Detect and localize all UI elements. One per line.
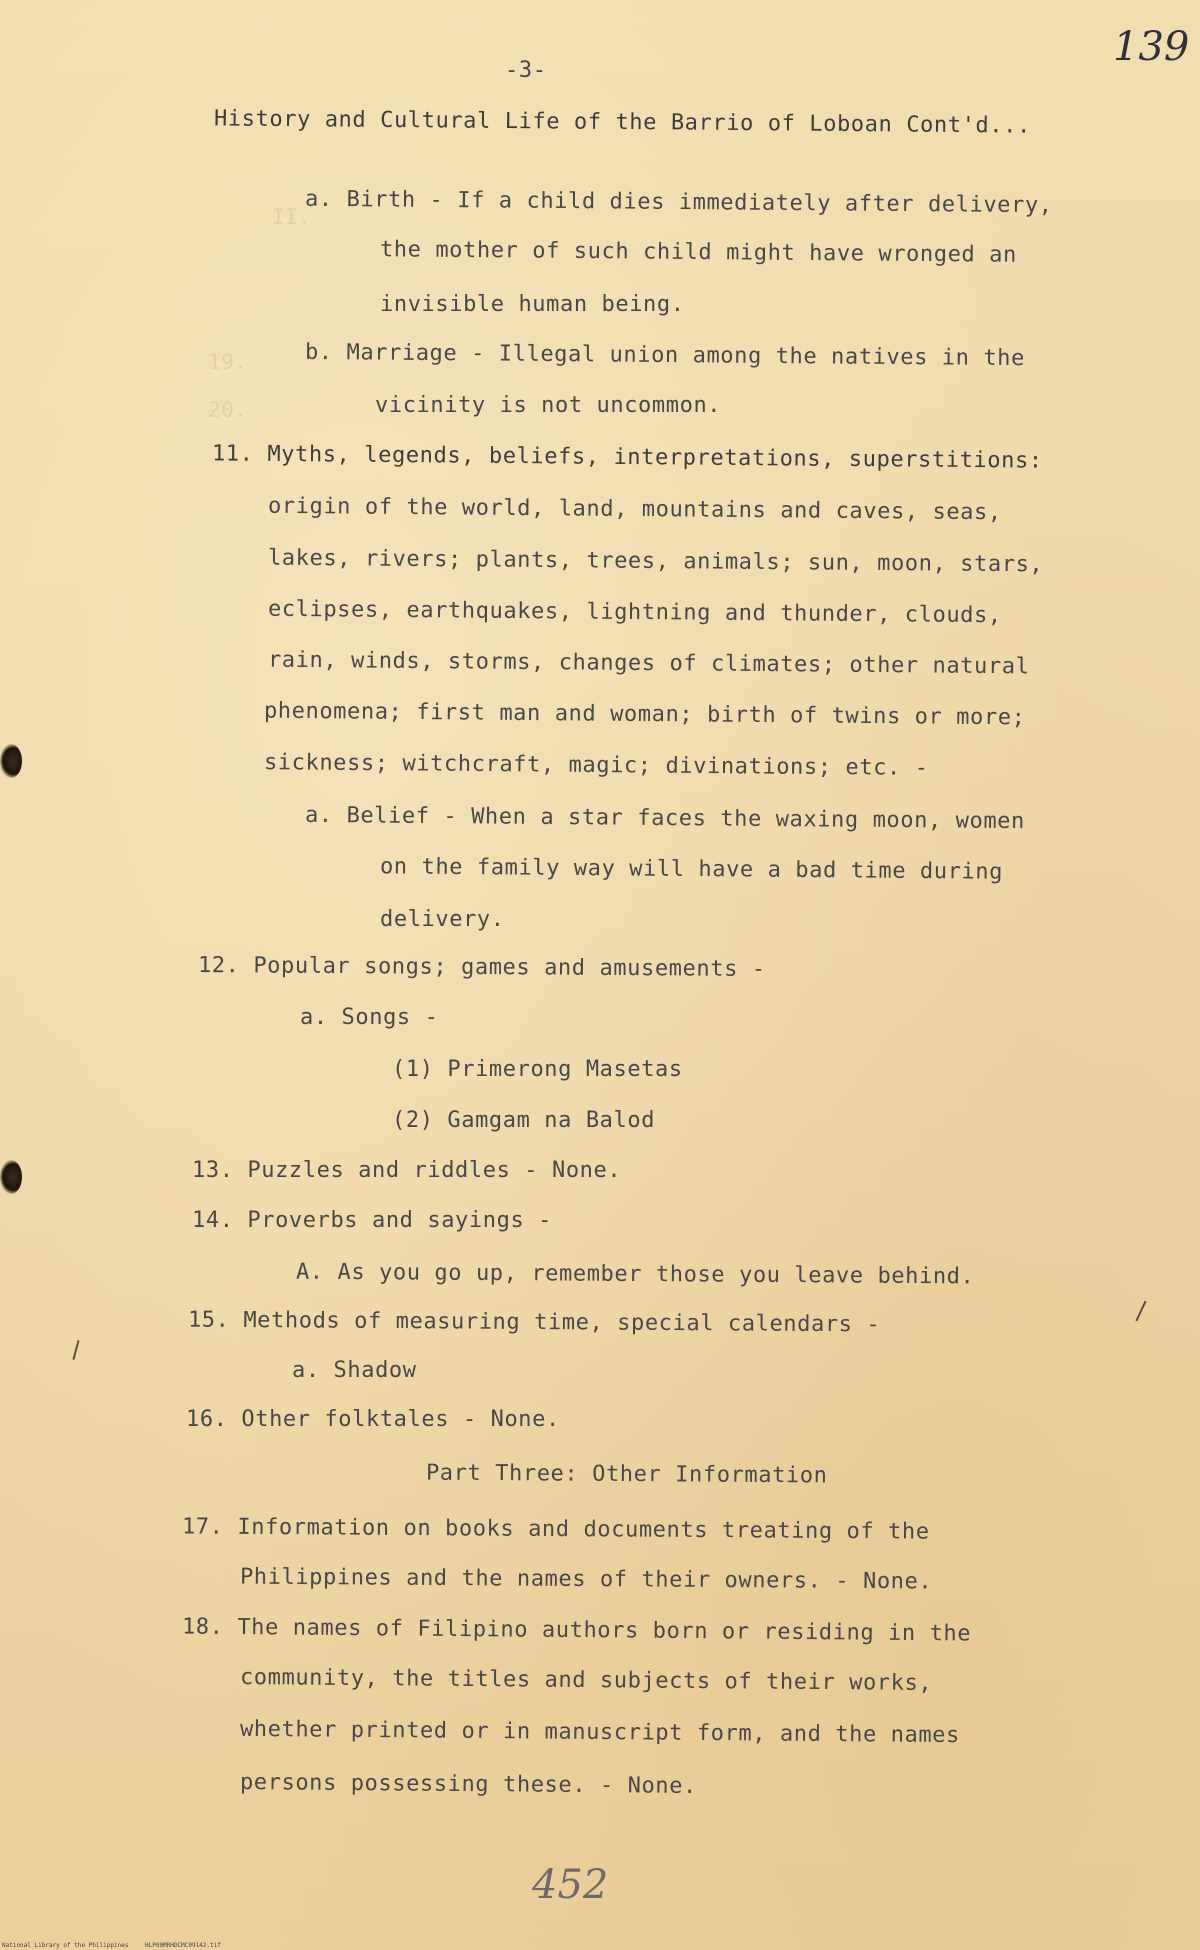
item10-b-line2: vicinity is not uncommon. bbox=[375, 393, 722, 418]
item18-line3: whether printed or in manuscript form, and the names bbox=[239, 1716, 961, 1749]
item11-line7: sickness; witchcraft, magic; divinations; etc. - bbox=[263, 750, 929, 781]
item14-line1: 14. Proverbs and sayings - bbox=[192, 1208, 552, 1233]
handwritten-bottom-number: 452 bbox=[532, 1862, 609, 1908]
pencil-mark bbox=[1135, 1301, 1146, 1322]
item12-song2: (2) Gamgam na Balod bbox=[392, 1108, 656, 1133]
bleed-through-text: 19. bbox=[208, 350, 248, 374]
footer-library: National Library of the Philippines bbox=[2, 1942, 129, 1949]
bleed-through-text: II. bbox=[272, 205, 312, 229]
punch-hole bbox=[0, 1160, 22, 1194]
item12-song1: (1) Primerong Masetas bbox=[392, 1057, 683, 1082]
item11-a-line1: a. Belief - When a star faces the waxing moon, women bbox=[304, 802, 1026, 835]
item17-line2: Philippines and the names of their owners. - None. bbox=[239, 1564, 933, 1595]
item15-line1: 15. Methods of measuring time, special calendars - bbox=[187, 1307, 881, 1338]
item11-line3: lakes, rivers; plants, trees, animals; sun, moon, stars, bbox=[267, 545, 1044, 578]
bleed-through-text: 20. bbox=[208, 398, 248, 422]
item11-a-line2: on the family way will have a bad time during bbox=[379, 854, 1004, 885]
item11-line5: rain, winds, storms, changes of climates; other natural bbox=[267, 647, 1030, 680]
item10-a-line2: the mother of such child might have wronged an bbox=[379, 237, 1017, 268]
item17-line1: 17. Information on books and documents treating of the bbox=[181, 1514, 930, 1545]
item18-line4: persons possessing these. - None. bbox=[239, 1770, 697, 1799]
item10-a-line1: a. Birth - If a child dies immediately after delivery, bbox=[304, 186, 1053, 219]
pencil-mark bbox=[72, 1340, 79, 1360]
item11-line2: origin of the world, land, mountains and caves, seas, bbox=[267, 493, 1002, 526]
item12-line1: 12. Popular songs; games and amusements - bbox=[197, 953, 766, 982]
item16: 16. Other folktales - None. bbox=[186, 1407, 560, 1432]
punch-hole bbox=[0, 744, 22, 778]
item11-line6: phenomena; first man and woman; birth of twins or more; bbox=[263, 698, 1026, 731]
item10-a-line3: invisible human being. bbox=[380, 292, 685, 317]
footer-file: HLP00MRHDCMC09142.tif bbox=[145, 1942, 221, 1949]
item10-b-line1: b. Marriage - Illegal union among the natives in the bbox=[304, 339, 1026, 372]
item12-a-songs: a. Songs - bbox=[300, 1005, 439, 1030]
item13: 13. Puzzles and riddles - None. bbox=[192, 1158, 622, 1183]
item11-a-line3: delivery. bbox=[380, 907, 505, 932]
handwritten-page-number: 139 bbox=[1113, 24, 1190, 70]
document-header: History and Cultural Life of the Barrio of Loboan Cont'd... bbox=[213, 106, 1031, 139]
page-number: -3- bbox=[505, 58, 547, 83]
item11-line4: eclipses, earthquakes, lightning and thunder, clouds, bbox=[267, 596, 1002, 629]
item15-a: a. Shadow bbox=[292, 1358, 417, 1383]
part-three-heading: Part Three: Other Information bbox=[425, 1460, 828, 1489]
item14-a: A. As you go up, remember those you leave behind. bbox=[295, 1259, 975, 1290]
item18-line1: 18. The names of Filipino authors born or residing in the bbox=[181, 1614, 972, 1647]
item11-line1: 11. Myths, legends, beliefs, interpretations, superstitions: bbox=[211, 441, 1043, 474]
item18-line2: community, the titles and subjects of their works, bbox=[239, 1664, 933, 1697]
